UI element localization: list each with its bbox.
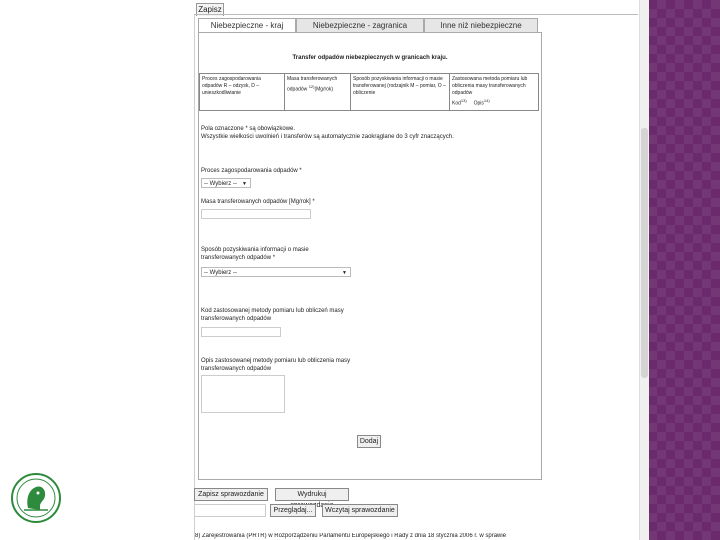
summary-table (199, 73, 539, 111)
tab-non-hazardous[interactable]: Inne niż niebezpieczne (424, 18, 538, 33)
file-path-input[interactable] (194, 504, 266, 517)
process-select[interactable] (201, 178, 251, 188)
mass-input[interactable] (201, 209, 311, 219)
content-left-border (194, 14, 195, 540)
browse-button[interactable]: Przeglądaj... (270, 504, 316, 517)
mass-label: Masa transferowanych odpadów [Mg/rok] * (201, 199, 315, 205)
method-code-label: Kod zastosowanej metody pomiaru lub obliczeń masy transferowanych odpadów (201, 308, 344, 322)
decorative-side-panel (648, 0, 720, 540)
method-source-label: Sposób pozyskiwania informacji o masie transferowanych odpadów * (201, 247, 309, 261)
institution-logo-icon (10, 472, 62, 524)
form-panel (198, 32, 542, 480)
scrollbar-thumb[interactable] (641, 128, 648, 378)
column-header-measurement-method: Zastosowana metoda pomiaru lub obliczenia masy transferowanych odpadów Kod$^{13)}$ Opis$^{14)}$ (450, 74, 539, 111)
footnote-text: 8) Zarejestrowania (PRTR) w Rozporządzeniu Parlamentu Europejskiego i Rady z dnia 18 stycznia 2006 r. w sprawie (195, 533, 507, 539)
method-source-select[interactable] (201, 267, 351, 277)
toolbar-divider (194, 14, 638, 15)
method-description-textarea[interactable] (201, 375, 285, 413)
column-header-process: Proces zagospodarowania odpadów R – odzysk, D – unieszkodliwianie (200, 74, 285, 111)
method-description-label: Opis zastosowanej metody pomiaru lub obliczenia masy transferowanych odpadów (201, 358, 351, 372)
column-header-method-source: Sposób pozyskiwania informacji o masie transferowanej (rodzajnik M – pomiar, O – obliczenie (351, 74, 450, 111)
save-tab[interactable]: Zapisz (196, 3, 224, 16)
method-source-select-value: -- Wybierz -- (204, 270, 237, 276)
add-button[interactable]: Dodaj (357, 435, 381, 448)
print-report-button[interactable]: Wydrukuj (275, 488, 349, 501)
column-header-mass: Masa transferowanych odpadów $^{12)}$(Mg/rok) (285, 74, 351, 111)
process-select-value: -- Wybierz -- (204, 181, 237, 187)
required-note: Pola oznaczone * są obowiązkowe. (201, 126, 296, 132)
load-report-button[interactable]: Wczytaj sprawozdanie (322, 504, 398, 517)
chevron-down-icon: ▼ (242, 181, 247, 187)
tab-hazardous-domestic[interactable]: Niebezpieczne - kraj (198, 18, 296, 33)
vertical-scrollbar[interactable] (639, 0, 649, 540)
process-label: Proces zagospodarowania odpadów * (201, 168, 302, 174)
tab-bar (198, 18, 536, 32)
method-code-input[interactable] (201, 327, 281, 337)
form-title: Transfer odpadów niebezpiecznych w granicach kraju. (292, 55, 448, 61)
save-report-button[interactable]: Zapisz sprawozdanie (194, 488, 268, 501)
tab-hazardous-abroad[interactable]: Niebezpieczne - zagranica (296, 18, 424, 33)
chevron-down-icon: ▼ (342, 270, 347, 276)
rounding-note: Wszystkie wielkości uwolnień i transferów są automatycznie zaokrąglane do 3 cyfr znaczących. (201, 134, 454, 140)
